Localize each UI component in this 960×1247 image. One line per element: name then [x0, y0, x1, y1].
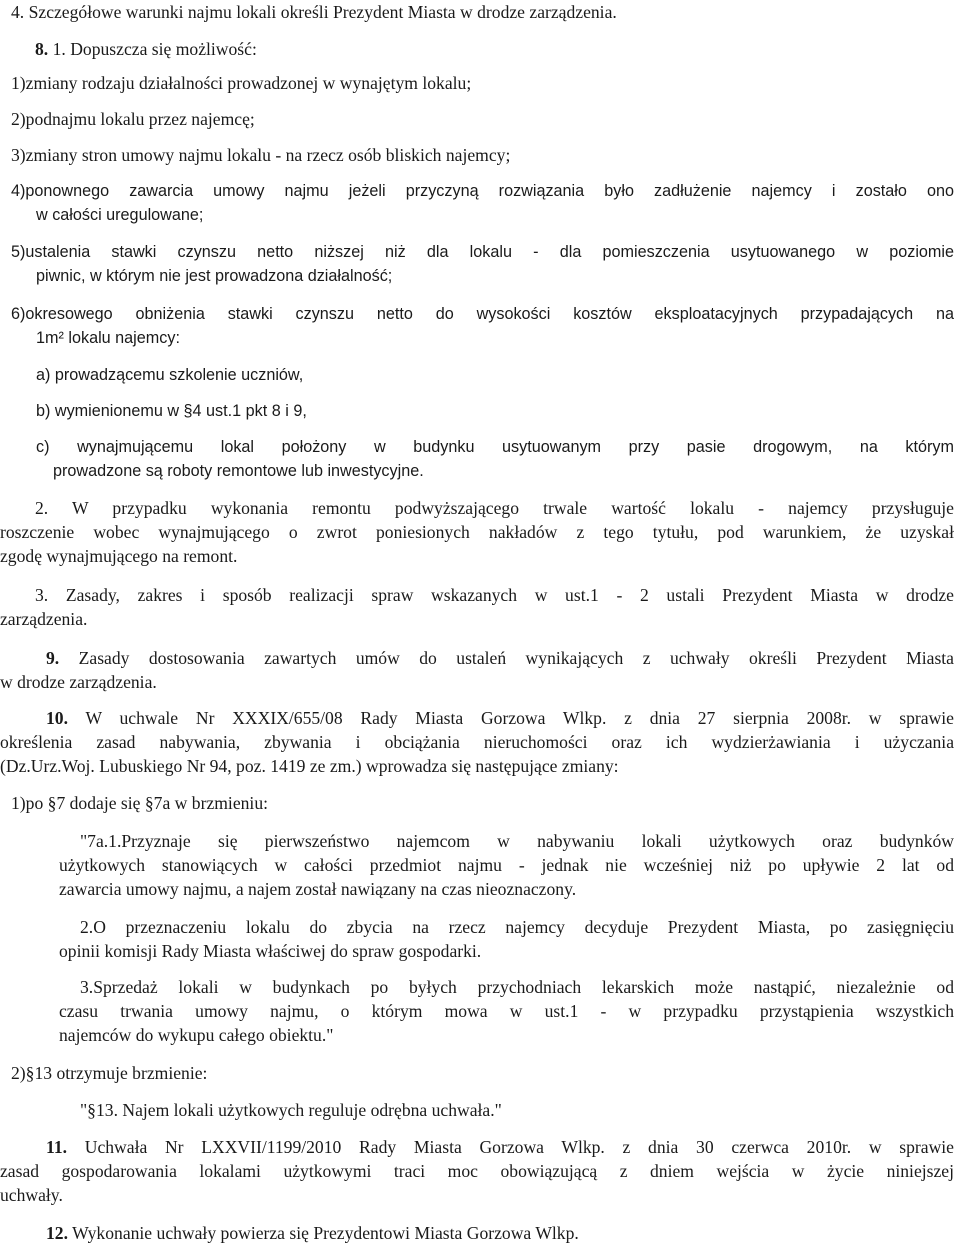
text-line: W uchwale Nr XXXIX/655/08 Rady Miasta Gorzowa Wlkp. z dnia 27 sierpnia 2008r. w sprawie — [68, 708, 954, 728]
text-line: opinii komisji Rady Miasta właściwej do spraw gospodarki. — [59, 941, 482, 961]
text-line: 2)§13 otrzymuje brzmienie: — [11, 1063, 208, 1083]
text-line: zgodę wynajmującego na remont. — [0, 546, 238, 566]
text-line: najemców do wykupu całego obiektu." — [59, 1025, 334, 1045]
text-line: (Dz.Urz.Woj. Lubuskiego Nr 94, poz. 1419 ze zm.) wprowadza się następujące zmiany: — [0, 756, 619, 776]
text-line: Uchwała Nr LXXVII/1199/2010 Rady Miasta Gorzowa Wlkp. z dnia 30 czerwca 2010r. w sprawie — [67, 1137, 954, 1157]
text-line: 1)po §7 dodaje się §7a w brzmieniu: — [11, 793, 268, 813]
text-line: prowadzone są roboty remontowe lub inwestycyjne. — [53, 462, 424, 480]
text-line: 1m² lokalu najemcy: — [36, 329, 180, 347]
text-line: zarządzenia. — [0, 609, 88, 629]
section-10-heading — [46, 707, 954, 729]
text-line: piwnic, w którym nie jest prowadzona działalność; — [36, 267, 393, 285]
text-line: "7a.1.Przyznaje się pierwszeństwo najemcom w nabywaniu lokali użytkowych oraz budynków — [80, 831, 954, 851]
text-line: zasad gospodarowania lokalami użytkowymi traci moc obowiązującą z dniem wejścia w życie niniejszej — [0, 1161, 954, 1181]
text-line: użytkowych stanowiących w całości przedmiot najmu - jednak nie wcześniej niż po upływie 2 lat od — [59, 855, 954, 875]
text-line: 4. Szczegółowe warunki najmu lokali określi Prezydent Miasta w drodze zarządzenia. — [11, 2, 617, 22]
text-line: 2)podnajmu lokalu przez najemcę; — [11, 109, 255, 129]
text-line: 2. W przypadku wykonania remontu podwyższającego trwale wartość lokalu - najemcy przysługuje — [35, 498, 954, 518]
text-line: 2.O przeznaczeniu lokalu do zbycia na rzecz najemcy decyduje Prezydent Miasta, po zasięgnięciu — [80, 917, 954, 937]
text-line: 3. Zasady, zakres i sposób realizacji spraw wskazanych w ust.1 - 2 ustali Prezydent Miasta w drodze — [35, 585, 954, 605]
section-8-heading — [35, 38, 960, 60]
text-line: b) wymienionemu w §4 ust.1 pkt 8 i 9, — [36, 402, 307, 420]
section-number: 11. — [46, 1137, 68, 1157]
text-line: roszczenie wobec wynajmującego o zwrot poniesionych nakładów z tego tytułu, pod warunkiem, że uzyskał — [0, 522, 954, 542]
text-line: Zasady dostosowania zawartych umów do ustaleń wynikających z uchwały określi Prezydent Miasta — [59, 648, 954, 668]
text-line: w całości uregulowane; — [36, 206, 204, 224]
text-line: w drodze zarządzenia. — [0, 672, 157, 692]
text-line: uchwały. — [0, 1185, 63, 1205]
text-line: 3.Sprzedaż lokali w budynkach po byłych przychodniach lekarskich może nastąpić, niezależnie od — [80, 977, 954, 997]
text-line: Wykonanie uchwały powierza się Prezydentowi Miasta Gorzowa Wlkp. — [68, 1223, 579, 1243]
section-9-heading — [46, 647, 954, 669]
text-line: c) wynajmującemu lokal położony w budynku usytuowanym przy pasie drogowym, na którym — [36, 438, 954, 456]
section-12-heading — [46, 1222, 960, 1244]
text-line: 3)zmiany stron umowy najmu lokalu - na rzecz osób bliskich najemcy; — [11, 145, 511, 165]
text-line: czasu trwania umowy najmu, o którym mowa w ust.1 - w przypadku przystąpienia wszystkich — [59, 1001, 954, 1021]
text-line: określenia zasad nabywania, zbywania i obciążania nieruchomości oraz ich wydzierżawiania i użyczania — [0, 732, 954, 752]
section-number: 8. — [35, 39, 49, 59]
section-number: 10. — [46, 708, 68, 728]
section-11-heading — [46, 1136, 954, 1158]
text-line: zawarcia umowy najmu, a najem został nawiązany na czas nieoznaczony. — [59, 879, 577, 899]
text-line: "§13. Najem lokali użytkowych reguluje odrębna uchwała." — [80, 1100, 502, 1120]
text-line: 1. Dopuszcza się możliwość: — [48, 39, 257, 59]
text-line: 5)ustalenia stawki czynszu netto niższej niż dla lokalu - dla pomieszczenia usytuowanego w poziomie — [11, 243, 954, 261]
text-line: 4)ponownego zawarcia umowy najmu jeżeli przyczyną rozwiązania było zadłużenie najemcy i zostało ono — [11, 182, 954, 200]
text-line: 1)zmiany rodzaju działalności prowadzonej w wynajętym lokalu; — [11, 73, 472, 93]
text-line: 6)okresowego obniżenia stawki czynszu netto do wysokości kosztów eksploatacyjnych przypadających na — [11, 305, 954, 323]
text-line: a) prowadzącemu szkolenie uczniów, — [36, 366, 304, 384]
section-number: 9. — [46, 648, 60, 668]
section-number: 12. — [46, 1223, 68, 1243]
